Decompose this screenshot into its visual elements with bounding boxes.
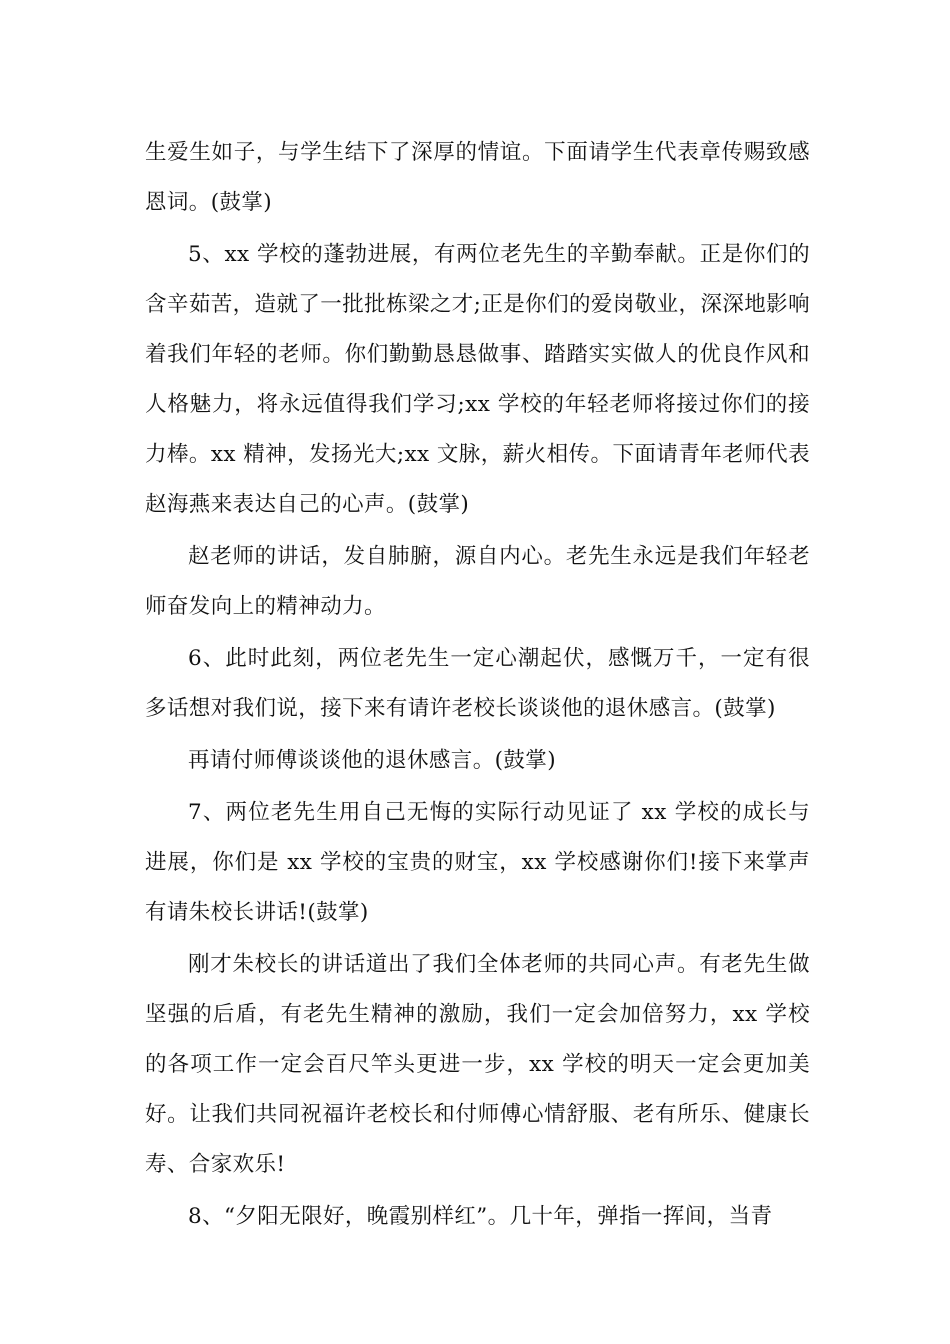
document-body [145,128,810,1244]
paragraph-continuation: 生爱生如子，与学生结下了深厚的情谊。下面请学生代表章传赐致感恩词。(鼓掌) [145,140,810,215]
paragraph-item-5: 5、xx 学校的蓬勃进展，有两位老先生的辛勤奉献。正是你们的含辛茹苦，造就了一批批栋梁之才;正是你们的爱岗敬业，深深地影响着我们年轻的老师。你们勤勤恳恳做事、踏踏实实做人的优良作风和人格魅力，将永远值得我们学习;xx 学校的年轻老师将接过你们的接力棒。xx 精神，发扬光大;xx 文脉，薪火相传。下面请青年老师代表赵海燕来表达自己的心声。(鼓掌) [145,242,810,517]
paragraph-fu-invite: 再请付师傅谈谈他的退休感言。(鼓掌) [188,748,556,773]
paragraph-item-7: 7、两位老先生用自己无悔的实际行动见证了 xx 学校的成长与进展，你们是 xx 学校的宝贵的财宝，xx 学校感谢你们!接下来掌声有请朱校长讲话!(鼓掌) [145,800,810,925]
paragraph-item-8: 8、“夕阳无限好，晚霞别样红”。几十年，弹指一挥间，当青 [188,1204,773,1229]
paragraph-zhao-response: 赵老师的讲话，发自肺腑，源自内心。老先生永远是我们年轻老师奋发向上的精神动力。 [145,544,810,619]
paragraph-item-6: 6、此时此刻，两位老先生一定心潮起伏，感慨万千，一定有很多话想对我们说，接下来有请许老校长谈谈他的退休感言。(鼓掌) [145,646,810,721]
paragraph-zhu-response: 刚才朱校长的讲话道出了我们全体老师的共同心声。有老先生做坚强的后盾，有老先生精神的激励，我们一定会加倍努力，xx 学校的各项工作一定会百尺竿头更进一步，xx 学校的明天一定会更加美好。让我们共同祝福许老校长和付师傅心情舒服、老有所乐、健康长寿、合家欢乐! [145,952,810,1177]
